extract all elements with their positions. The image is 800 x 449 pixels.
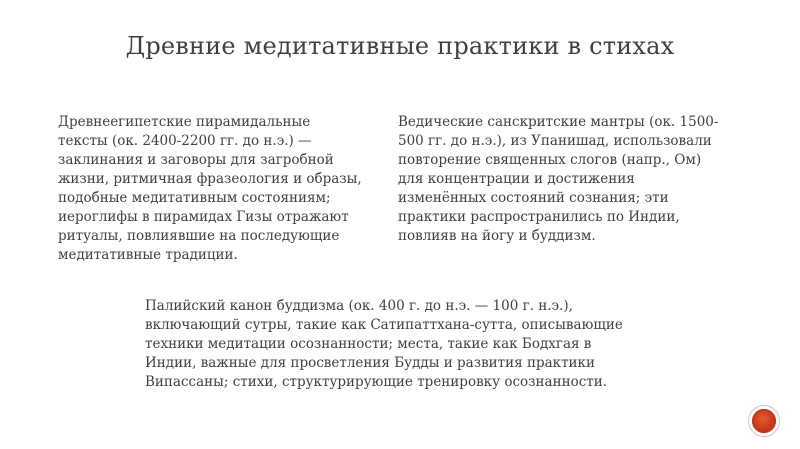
paragraph-egyptian-texts: Древнеегипетские пирамидальные тексты (ок. 2400-2200 гг. до н.э.) — заклинания и заговоры для загробной жизни, ритмичная фразеология и образы, подобные медитативным состояниям; иероглифы в пирамидах Гизы отражают ритуалы, повлиявшие на последующие медитативные традиции. <box>58 114 362 263</box>
next-slide-button[interactable] <box>748 405 780 437</box>
slide-title: Древние медитативные практики в стихах <box>125 32 675 60</box>
paragraph-vedic-mantras: Ведические санскритские мантры (ок. 1500- 500 гг. до н.э.), из Упанишад, использовали повторение священных слогов (напр., Ом) для концентрации и достижения изменённых состояний сознания; эти практики распространились по Индии, повлияв на йогу и буддизм. <box>398 114 719 244</box>
circle-button-icon <box>752 409 776 433</box>
paragraph-pali-canon: Палийский канон буддизма (ок. 400 г. до н.э. — 100 г. н.э.), включающий сутры, такие как Сатипаттхана-сутта, описывающие техники медитации осознанности; места, такие как Бодхгая в Индии, важные для просветления Будды и развития практики Випассаны; стихи, структурирующие тренировку осознанности. <box>145 298 623 390</box>
